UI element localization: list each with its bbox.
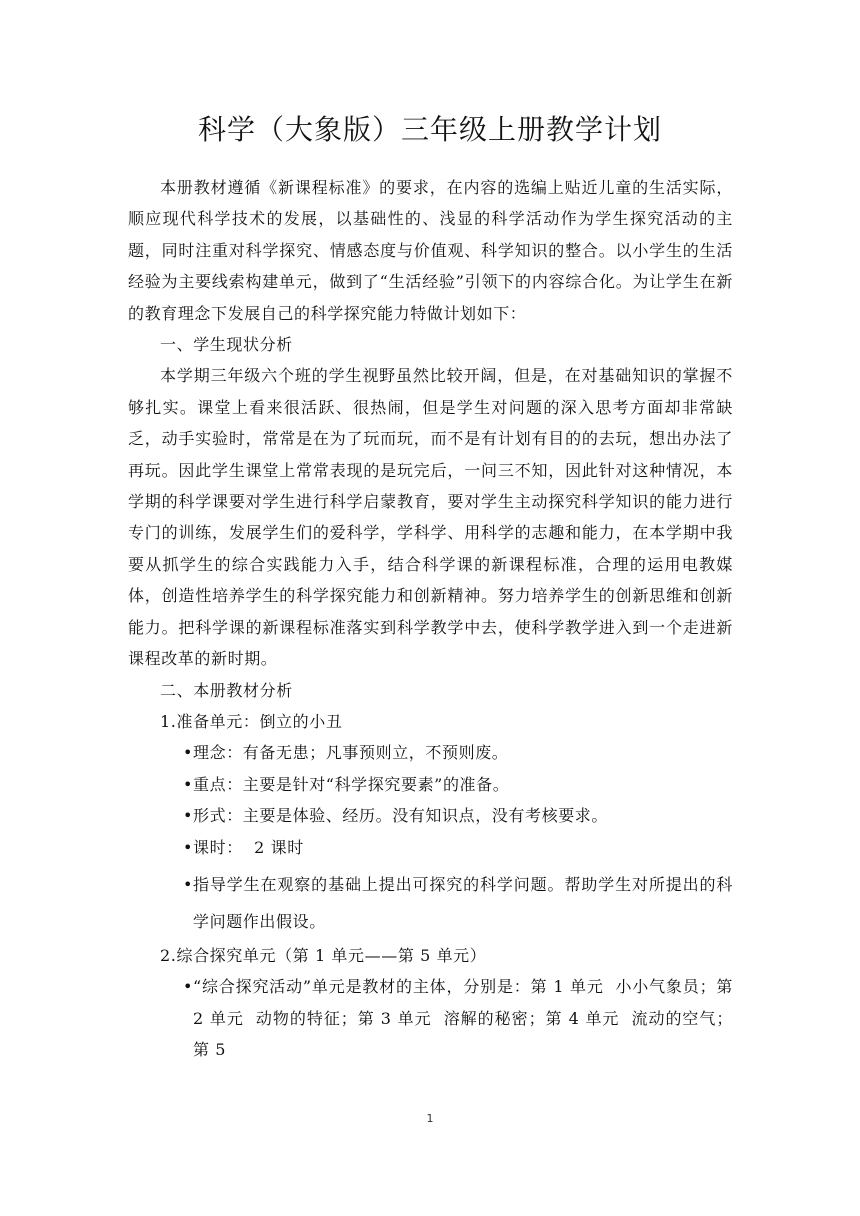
bullet-text-guide-rest: 对所提出的科学问题作出假设。 [193, 874, 734, 931]
intro-paragraph: 本册教材遵循《新课程标准》的要求，在内容的选编上贴近儿童的生活实际，顺应现代科学技术的发展，以基础性的、浅显的科学活动作为学生探究活动的主题，同时注重对科学探究、情感态度与价值观、科学知识的整合。以小学生的生活经验为主要线索构建单元，做到了“生活经验”引领下的内容综合化。为让学生在新的教育理念下发展自己的科学探究能力特做计划如下： [128, 178, 733, 323]
bullet-text-hours: 课时： 2 课时 [193, 837, 304, 857]
bullet-icon: • [183, 837, 194, 857]
document-title: 科学（大象版）三年级上册教学计划 [197, 113, 662, 146]
bullet-text-concept: 理念：有备无患；凡事预则立，不预则废。 [193, 743, 509, 763]
document-body [128, 172, 739, 1066]
list-item [183, 971, 739, 1065]
preparation-unit-bullets [128, 737, 733, 940]
bullet-text-integrated: “综合探究活动”单元是教材的主体，分别是：第 1 单元 小小气象员；第 2 单元 动物的特征；第 3 单元 溶解的秘密；第 4 单元 流动的空气；第 5 [193, 977, 739, 1060]
bullet-icon: • [183, 806, 194, 826]
student-analysis-paragraph: 本学期三年级六个班的学生视野虽然比较开阔，但是，在对基础知识的掌握不够扎实。课堂上看来很活跃、很热闹，但是学生对问题的深入思考方面却非常缺乏，动手实验时，常常是在为了玩而玩，而不是有计划有目的的去玩，想出办法了再玩。因此学生课堂上常常表现的是玩完后，一问三不知，因此针对这种情况，本学期的科学课要对学生进行科学启蒙教育，要对学生主动探究科学知识的能力进行专门的训练，发展学生们的爱科学，学科学、用科学的志趣和能力，在本学期中我要从抓学生的综合实践能力入手，结合科学课的新课程标准，合理的运用电教媒体，创造性培养学生的科学探究能力和创新精神。努力培养学生的创新思维和创新能力。把科学课的新课程标准落实到科学教学中去，使科学教学进入到一个走进新课程改革的新时期。 [128, 366, 733, 669]
page-number: 1 [426, 1112, 434, 1125]
list-item [183, 800, 733, 831]
bullet-text-guide-highlight: 帮助学生 [564, 874, 632, 894]
list-item [183, 866, 733, 940]
bullet-text-form: 形式：主要是体验、经历。没有知识点，没有考核要求。 [193, 806, 609, 826]
bullet-text-guide: 指导学生在观察的基础上提出可探究的科学问题。 [193, 874, 565, 894]
section-heading-student-analysis: 一、学生现状分析 [160, 335, 293, 355]
integrated-unit-bullets [128, 971, 739, 1065]
unit-title-integrated-inquiry: 2.综合探究单元（第 1 单元——第 5 单元） [160, 945, 487, 965]
list-item [183, 737, 733, 768]
list-item [183, 832, 733, 863]
bullet-icon: • [183, 743, 194, 763]
unit-title-preparation: 1.准备单元：倒立的小丑 [160, 711, 343, 731]
section-heading-textbook-analysis: 二、本册教材分析 [160, 680, 293, 700]
list-item [183, 769, 733, 800]
bullet-icon: • [183, 774, 194, 794]
bullet-text-focus: 重点：主要是针对“科学探究要素”的准备。 [193, 774, 510, 794]
bullet-icon: • [183, 977, 194, 997]
bullet-icon: • [183, 874, 194, 894]
